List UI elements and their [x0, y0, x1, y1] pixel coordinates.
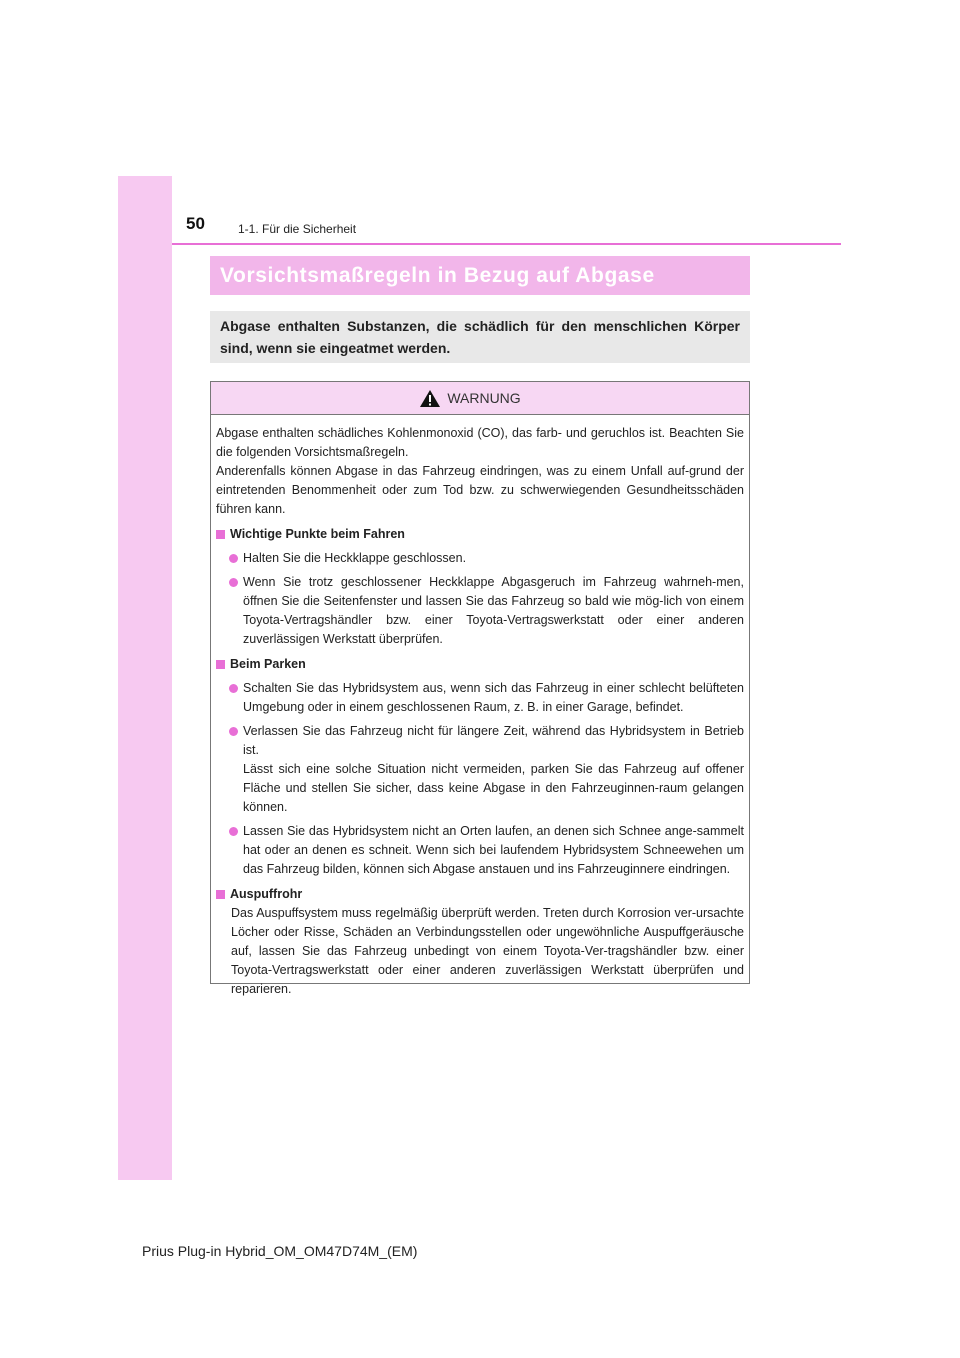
side-tab-band — [118, 176, 172, 1180]
warning-header — [211, 382, 749, 415]
intro-box: Abgase enthalten Substanzen, die schädlich für den menschlichen Körper sind, wenn sie eingeatmet werden. — [210, 311, 750, 363]
square-bullet-icon — [216, 530, 225, 539]
page-title: Vorsichtsmaßregeln in Bezug auf Abgase — [220, 263, 655, 287]
section-heading-text: Wichtige Punkte beim Fahren — [230, 527, 405, 541]
list-item: Wenn Sie trotz geschlossener Heckklappe Abgasgeruch im Fahrzeug wahrneh-men, öffnen Sie die Seitenfenster und lassen Sie das Fahrzeug so bald wie mög-lich von einem Toyota-Vertragshändler bzw. einer Toyota-Vertragswerkstatt oder einer anderen zuverlässigen Werkstatt überprüfen. — [216, 573, 744, 649]
section-heading-parking — [216, 655, 744, 674]
warning-label: WARNUNG — [447, 390, 521, 406]
exhaust-paragraph: Das Auspuffsystem muss regelmäßig überprüft werden. Treten durch Korrosion ver-ursachte Löcher oder Risse, Schäden an Verbindungsstellen oder ungewöhnliche Auspuffgeräusche auf, lassen Sie das Fahrzeug unbedingt von einem Toyota-Ver-tragshändler bzw. einer Toyota-Vertragswerkstatt oder einer anderen zuverlässigen Werkstatt überprüfen und reparieren. — [231, 906, 744, 996]
list-item: Lassen Sie das Hybridsystem nicht an Orten laufen, an denen sich Schnee ange-sammelt hat oder an denen es schneit. Wenn sich bei laufendem Hybridsystem Schneewehen um das Fahrzeug bilden, können sich Abgase anstauen und ins Fahrzeuginnere eindringen. — [216, 822, 744, 879]
square-bullet-icon — [216, 890, 225, 899]
page-number: 50 — [186, 214, 205, 233]
section-heading-exhaust — [216, 885, 744, 904]
list-item: Verlassen Sie das Fahrzeug nicht für längere Zeit, während das Hybridsystem in Betrieb ist. Lässt sich eine solche Situation nicht vermeiden, parken Sie das Fahrzeug auf offener Fläche und stellen Sie sicher, dass keine Abgase in den Fahrzeuginnen-raum gelangen können. — [216, 722, 744, 817]
warning-intro-2: Anderenfalls können Abgase in das Fahrzeug eindringen, was zu einem Unfall auf-grund der eintretenden Benommenheit oder zum Tod bzw. zu schwerwiegenden Gesundheitsschäden führen kann. — [216, 464, 744, 516]
warning-intro-1: Abgase enthalten schädliches Kohlenmonoxid (CO), das farb- und geruchlos ist. Beachten Sie die folgenden Vorsichtsmaßregeln. — [216, 426, 744, 459]
warning-box — [210, 381, 750, 996]
title-bar — [210, 256, 750, 295]
section-reference: 1-1. Für die Sicherheit — [238, 222, 357, 236]
section-heading-driving — [216, 525, 744, 544]
warning-body — [211, 415, 749, 999]
section-heading-text: Auspuffrohr — [230, 887, 303, 901]
list-item: Schalten Sie das Hybridsystem aus, wenn sich das Fahrzeug in einer schlecht belüfteten Umgebung oder in einem geschlossenen Raum, z. B. in einer Garage, befindet. — [216, 679, 744, 717]
list-item: Halten Sie die Heckklappe geschlossen. — [216, 549, 744, 568]
footer-document-id: Prius Plug-in Hybrid_OM_OM47D74M_(EM) — [142, 1243, 418, 1259]
header-rule — [172, 243, 841, 245]
warning-triangle-icon — [419, 389, 441, 408]
square-bullet-icon — [216, 660, 225, 669]
section-heading-text: Beim Parken — [230, 657, 306, 671]
